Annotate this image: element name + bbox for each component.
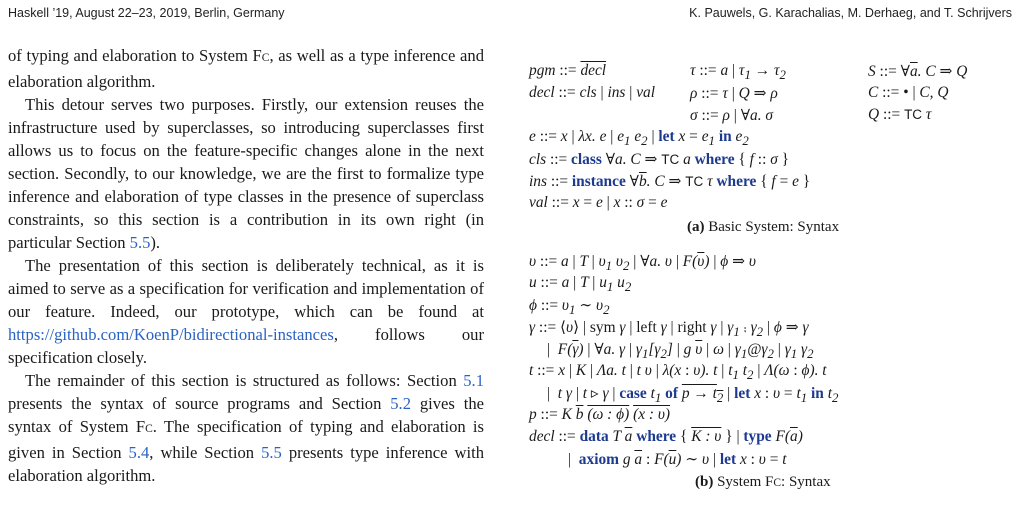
grammar-fc-decl: decl ::= data T $\overline{a}$ where { K : υ } | type $F(\overline{a})$ bbox=[529, 428, 803, 445]
grammar-fc-coercion: γ ::= ⟨υ⟩ | sym γ | left γ | right γ | $\gamma_1$ ⨾ $\gamma_2$ | ϕ ⇒ γ bbox=[529, 319, 809, 340]
grammar-rho: ρ ::= τ | Q ⇒ ρ bbox=[690, 85, 778, 102]
running-header-right: K. Pauwels, G. Karachalias, M. Derhaeg, and T. Schrijvers bbox=[689, 6, 1012, 20]
grammar-fc-pattern: p ::= K $\overline{b}$ (ω : ϕ) (x : υ) bbox=[529, 406, 671, 423]
section-link-5-4[interactable]: 5.4 bbox=[128, 443, 150, 462]
grammar-fc-term: t ::= x | K | Λa. t | t υ | λ(x : υ). t | $t_1$ $t_2$ | Λ(ω : ϕ). t bbox=[529, 362, 827, 383]
grammar-fc-coercion-cont: | $F(\overline{\gamma})$ | ∀a. γ | $\gamma_1[\gamma_2]$ | g $\overline{\upsilon}$ | ω | $\gamma_1@\gamma_2$ | $\gamma_1$ $\gamma_2$ bbox=[547, 341, 814, 362]
paragraph-4: The remainder of this section is structured as follows: Section 5.1 presents the syntax of source programs and Section 5.2 gives the syntax of System FC. The specification of typing and elaboration is given in Section 5.4, while Section 5.5 presents type inference with elaboration algorithm. bbox=[8, 371, 485, 485]
grammar-val: val ::= x = e | x :: σ = e bbox=[529, 194, 668, 211]
grammar-pgm: pgm ::= decl bbox=[529, 62, 607, 79]
grammar-constraint: Q ::= TC τ bbox=[868, 106, 932, 123]
paragraph-2: This detour serves two purposes. Firstly, our extension reuses the infrastructure used by superclasses, so introducing superclasses first allows us to focus on the feature-specific changes alone in the next section. Secondly, to our knowledge, we are the first to formalize type inference and elaboration of type classes in the presence of superclass constraints, so this section is a contribution in its own right (in particular Section 5.5). bbox=[8, 95, 484, 252]
figure-a-caption: (a) Basic System: Syntax bbox=[687, 219, 840, 235]
grammar-fc-prop: ϕ ::= $\upsilon_1$ ∼ $\upsilon_2$ bbox=[529, 297, 610, 318]
grammar-fc-mono: u ::= a | T | $u_1$ $u_2$ bbox=[529, 274, 632, 295]
prototype-url-link[interactable]: https://github.com/KoenP/bidirectional-instances bbox=[8, 325, 334, 344]
grammar-ins: ins ::= instance $\forall\overline{b}$. C ⇒ TC τ where { f = e } bbox=[529, 173, 811, 190]
section-link-5-5b[interactable]: 5.5 bbox=[261, 443, 282, 462]
grammar-cls: cls ::= class ∀a. C ⇒ TC a where { f :: σ } bbox=[529, 151, 790, 168]
running-header-left: Haskell ’19, August 22–23, 2019, Berlin, Germany bbox=[8, 6, 285, 20]
grammar-scheme: S ::= $\forall\overline{a}$. C ⇒ Q bbox=[868, 63, 968, 80]
left-column-text bbox=[8, 44, 484, 487]
grammar-fc-type: υ ::= a | T | $\upsilon_1$ $\upsilon_2$ | ∀a. υ | $F(\overline{\upsilon})$ | ϕ ⇒ υ bbox=[529, 253, 756, 274]
grammar-expr: e ::= x | λx. e | $e_1$ $e_2$ | let $x = e_1$ in $e_2$ bbox=[529, 128, 749, 149]
grammar-decl: decl ::= cls | ins | val bbox=[529, 84, 656, 101]
paragraph-1: of typing and elaboration to System FC, as well as a type inference and elaboration algorithm. bbox=[8, 46, 484, 91]
grammar-fc-term-cont: | t γ | t ▹ γ | case $t_1$ of $p \to t_2$ | let x : $\upsilon = t_1$ in $t_2$ bbox=[547, 385, 839, 406]
grammar-fc-decl-cont: | axiom g $\overline{a}$ : $F(\overline{u})$ ∼ υ | let x : υ = t bbox=[568, 451, 787, 468]
section-link-5-1[interactable]: 5.1 bbox=[463, 371, 484, 390]
grammar-context: C ::= • | C, Q bbox=[868, 84, 949, 101]
grammar-sigma: σ ::= ρ | ∀a. σ bbox=[690, 107, 774, 124]
paragraph-3: The presentation of this section is deliberately technical, as it is aimed to serve as a specification for verification and implementation of our feature. Indeed, our prototype, which can be found at https://github.com/KoenP/bidirectional-instances, follows our specification closely. bbox=[8, 256, 484, 367]
section-link-5-5[interactable]: 5.5 bbox=[129, 233, 151, 252]
grammar-tau: τ ::= a | $\tau_1 \to \tau_2$ bbox=[690, 62, 786, 83]
section-link-5-2[interactable]: 5.2 bbox=[390, 394, 411, 413]
figure-b-caption: (b) System FC: Syntax bbox=[695, 474, 831, 490]
